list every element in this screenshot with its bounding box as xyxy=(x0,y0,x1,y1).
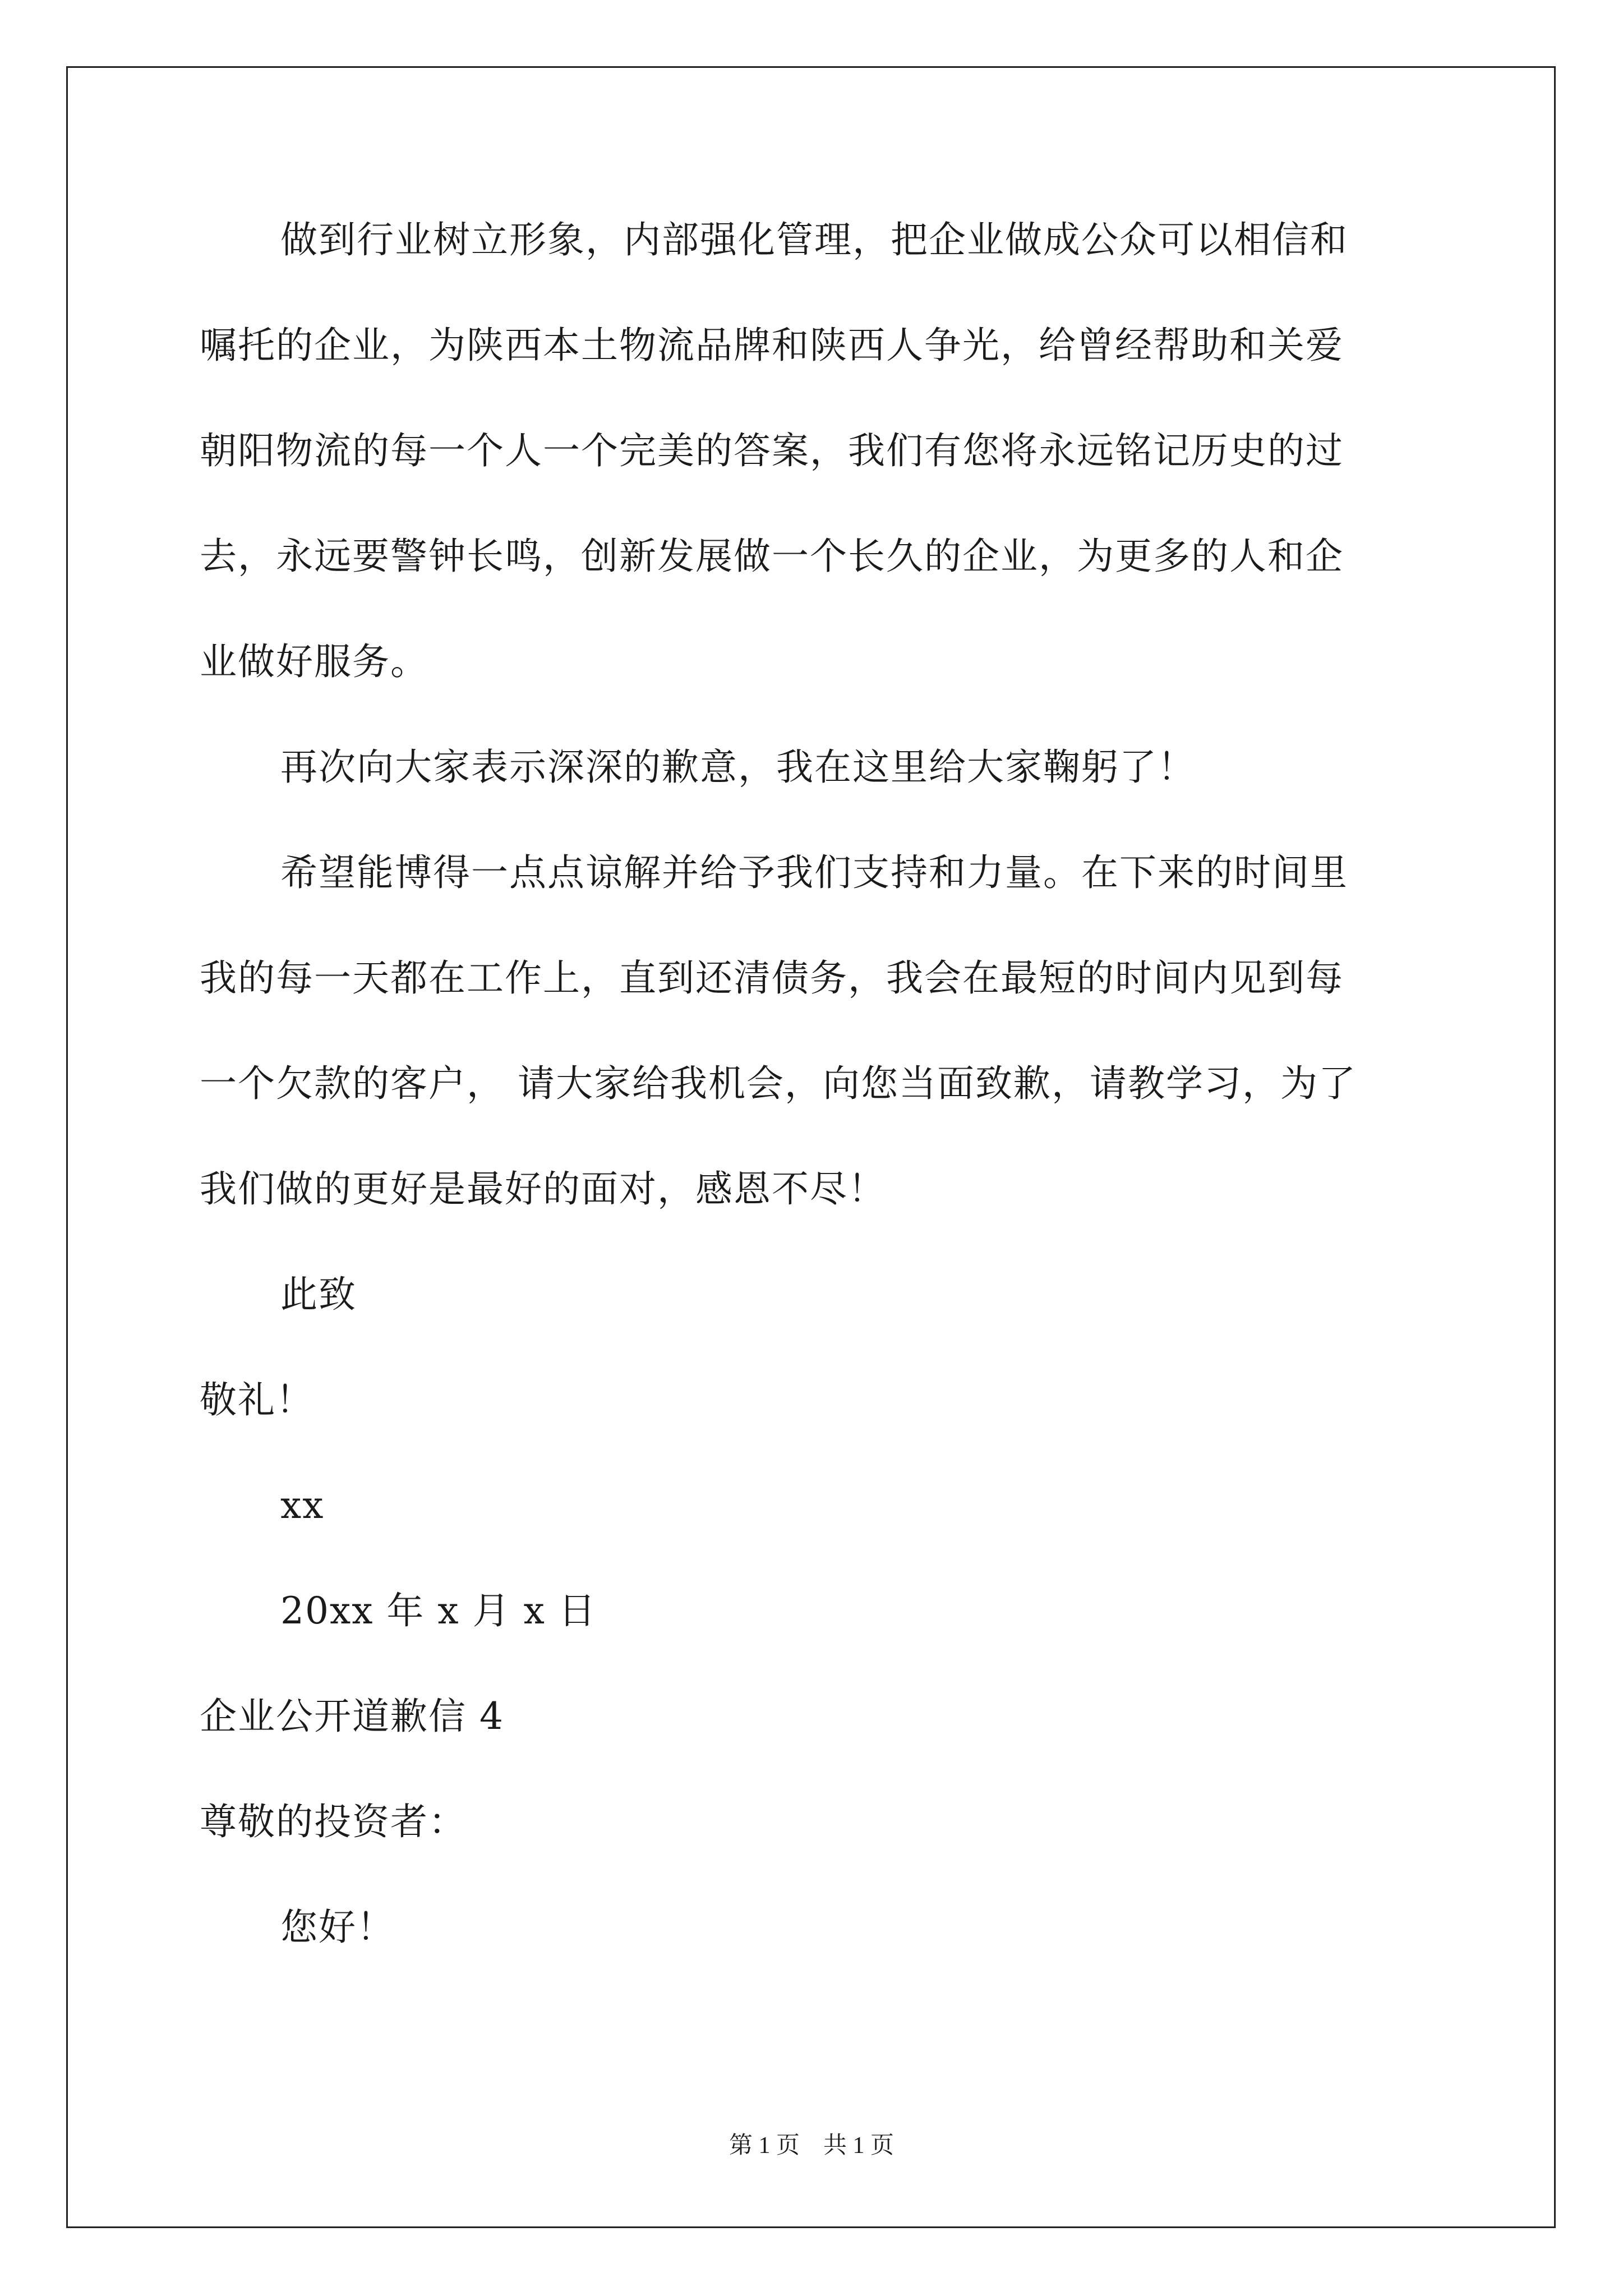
signature-name: xx xyxy=(280,1484,325,1527)
paragraph-line: 希望能博得一点点谅解并给予我们支持和力量。在下来的时间里 xyxy=(280,851,1348,894)
signature-date: 20xx 年 x 月 x 日 xyxy=(280,1589,597,1632)
greeting-line: 您好！ xyxy=(280,1906,395,1949)
page-footer: 第 1 页 共 1 页 xyxy=(728,2133,894,2159)
paragraph-line: 我的每一天都在工作上，直到还清债务，我会在最短的时间内见到每 xyxy=(200,956,1344,1000)
page-border xyxy=(66,66,1556,2228)
paragraph-line: 去，永远要警钟长鸣，创新发展做一个长久的企业，为更多的人和企 xyxy=(200,535,1344,578)
section-title: 企业公开道歉信 4 xyxy=(200,1695,504,1738)
paragraph-line: 我们做的更好是最好的面对，感恩不尽！ xyxy=(200,1167,886,1211)
closing-salutation: 此致 xyxy=(280,1273,357,1316)
paragraph-line: 业做好服务。 xyxy=(200,640,428,683)
paragraph-line: 嘱托的企业，为陕西本土物流品牌和陕西人争光，给曾经帮助和关爱 xyxy=(200,324,1344,367)
greeting: 尊敬的投资者： xyxy=(200,1800,467,1843)
paragraph-line: 做到行业树立形象，内部强化管理，把企业做成公众可以相信和 xyxy=(280,218,1348,261)
paragraph-line: 一个欠款的客户， 请大家给我机会，向您当面致歉，请教学习，为了 xyxy=(200,1062,1357,1105)
paragraph-line: 朝阳物流的每一个人一个完美的答案，我们有您将永远铭记历史的过 xyxy=(200,429,1344,472)
closing-regards: 敬礼！ xyxy=(200,1378,314,1421)
paragraph-line: 再次向大家表示深深的歉意，我在这里给大家鞠躬了！ xyxy=(280,746,1196,789)
